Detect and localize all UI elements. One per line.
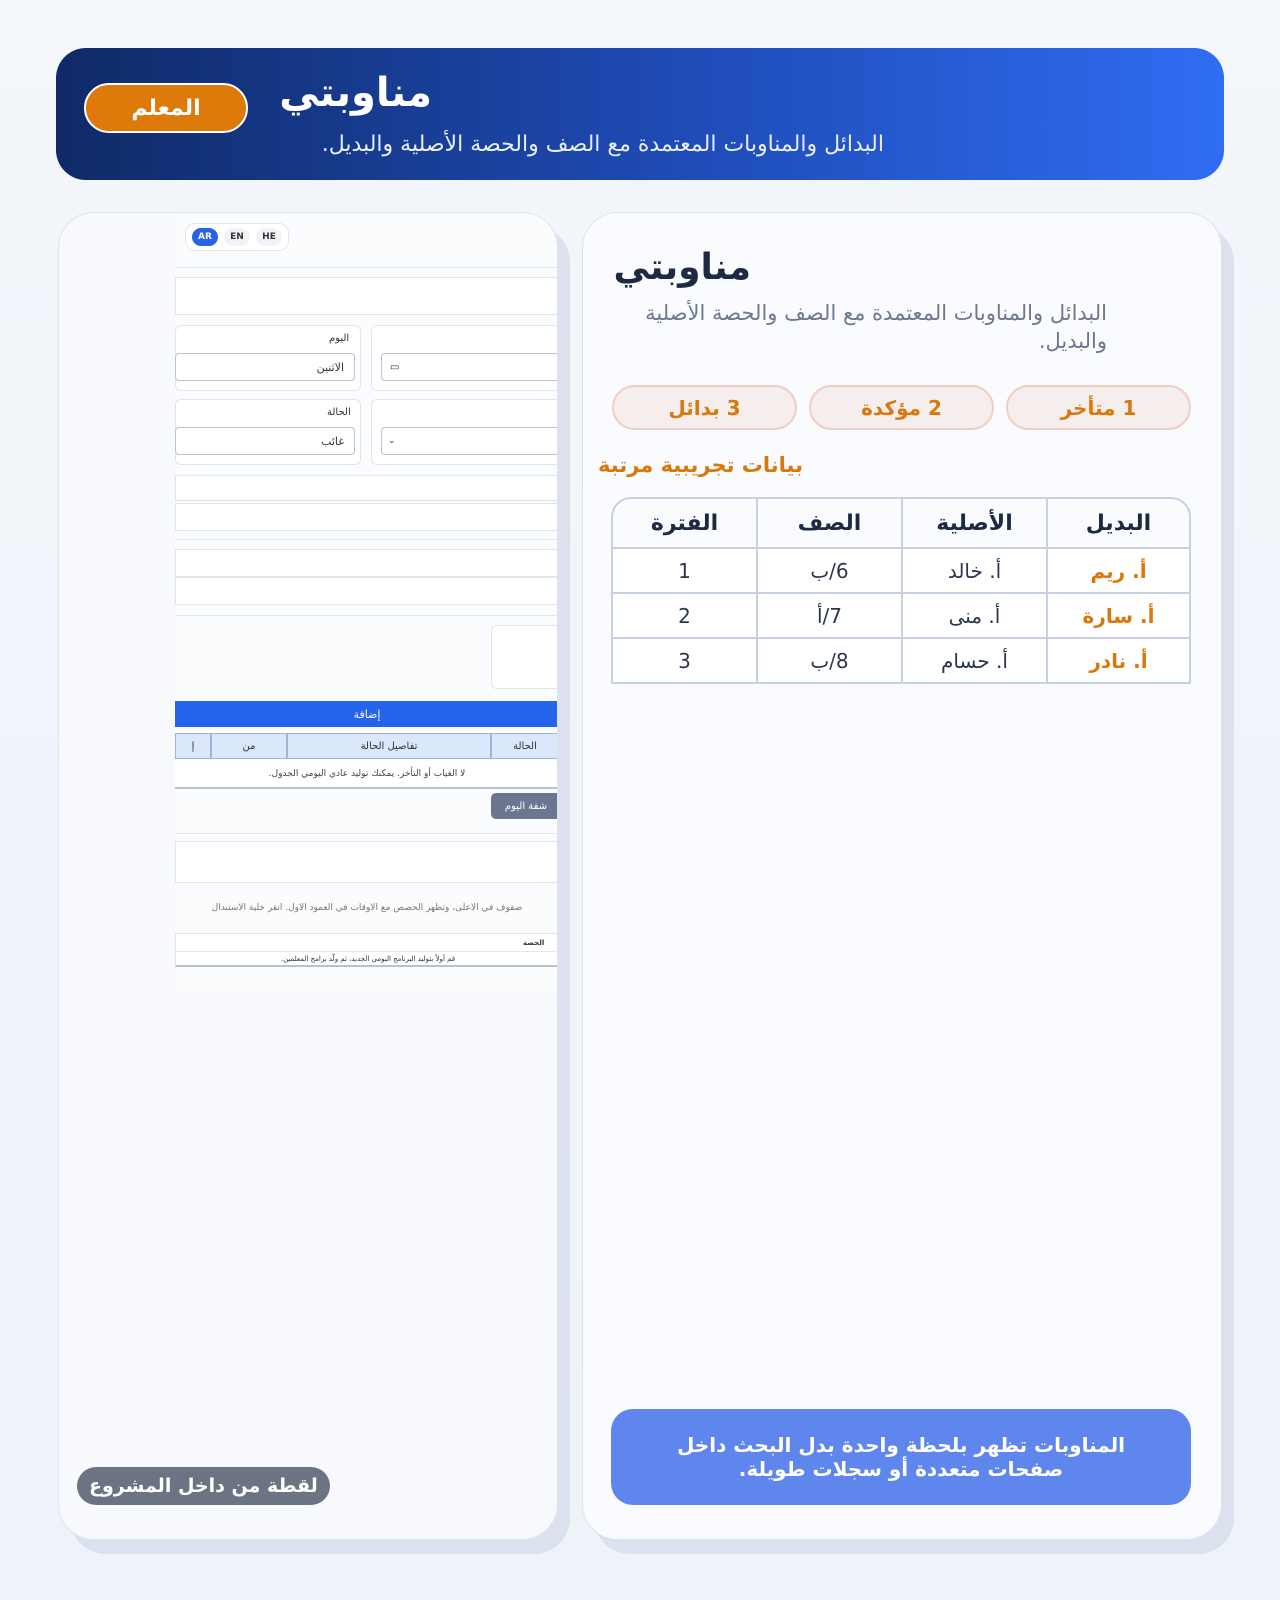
- duties-panel: [582, 212, 1222, 1540]
- empty-table-message: لا الغياب أو التأخر. يمكنك توليد عادي اليومي الجدول.: [175, 761, 558, 789]
- row-field[interactable]: [175, 577, 558, 605]
- lang-ar-button[interactable]: AR: [192, 228, 218, 246]
- toolbar-strip: [175, 277, 558, 315]
- original-cell: أ. حسام: [901, 639, 1046, 684]
- calendar-icon: ▭: [390, 361, 400, 373]
- table-row: [611, 549, 1191, 594]
- class-cell: 6/ب: [756, 549, 901, 594]
- divider: [175, 267, 558, 268]
- add-button[interactable]: إضافة: [175, 701, 558, 727]
- page-header: [56, 48, 1224, 180]
- column-header-status: الحالة: [491, 733, 558, 759]
- duties-table: [611, 497, 1191, 684]
- day-label: اليوم: [329, 333, 350, 344]
- status-label: الحالة: [327, 407, 351, 418]
- language-switcher: [185, 223, 289, 251]
- substitute-cell: أ. نادر: [1046, 639, 1191, 684]
- mini-table-message: قم أولاً بتوليد البرنامج اليومي الجديد، ثم ولّد برامج المعلمين.: [280, 955, 456, 963]
- status-select[interactable]: غائب: [175, 427, 355, 455]
- stat-pills: [612, 385, 1191, 430]
- table-row: [611, 594, 1191, 639]
- project-screenshot-card: [58, 212, 558, 1540]
- chevron-down-icon: ⌄: [388, 436, 396, 446]
- panel-subtitle: البدائل والمناوبات المعتمدة مع الصف والحصة الأصلية والبديل.: [645, 301, 1107, 353]
- period-cell: 2: [611, 594, 756, 639]
- substitute-cell: أ. سارة: [1046, 594, 1191, 639]
- column-header-class: الصف: [756, 497, 901, 549]
- divider: [175, 951, 558, 952]
- column-header-from: من: [211, 733, 287, 759]
- sample-data-label: بيانات تجريبية مرتبة: [598, 453, 803, 477]
- row-field[interactable]: [175, 503, 558, 531]
- page-title: مناوبتي: [279, 70, 432, 116]
- teacher-select[interactable]: [381, 427, 558, 455]
- mini-column-header: الحصة: [523, 939, 545, 947]
- pill-substitutes[interactable]: 3 بدائل: [612, 385, 797, 430]
- column-header-more: إ: [175, 733, 211, 759]
- divider: [175, 833, 558, 834]
- notes-box[interactable]: [491, 625, 558, 689]
- divider: [175, 615, 558, 616]
- column-header-details: تفاصيل الحالة: [287, 733, 491, 759]
- column-header-original: الأصلية: [901, 497, 1046, 549]
- info-note: المناوبات تظهر بلحظة واحدة بدل البحث داخل صفحات متعددة أو سجلات طويلة.: [611, 1409, 1191, 1505]
- column-header-period: الفترة: [611, 497, 756, 549]
- class-cell: 7/أ: [756, 594, 901, 639]
- row-field[interactable]: [175, 549, 558, 577]
- schedule-header: [175, 841, 558, 883]
- screenshot-caption: لقطة من داخل المشروع: [77, 1467, 330, 1505]
- schedule-help-text: صفوف في الأعلى، وتظهر الحصص مع الأوقات في العمود الأول. انقر خلية الاستبدال: [211, 903, 523, 913]
- divider: [175, 539, 558, 540]
- panel-title: مناوبتي: [613, 247, 751, 288]
- page-subtitle: البدائل والمناوبات المعتمدة مع الصف والحصة الأصلية والبديل.: [321, 132, 884, 157]
- day-select[interactable]: الاثنين: [175, 353, 355, 381]
- column-header-substitute: البديل: [1046, 497, 1191, 549]
- period-cell: 3: [611, 639, 756, 684]
- pill-confirmed[interactable]: 2 مؤكدة: [809, 385, 994, 430]
- class-cell: 8/ب: [756, 639, 901, 684]
- lang-en-button[interactable]: EN: [224, 228, 250, 246]
- day-sheet-tab[interactable]: شفة اليوم: [491, 793, 558, 819]
- role-badge[interactable]: المعلم: [84, 83, 248, 133]
- lang-he-button[interactable]: HE: [256, 228, 282, 246]
- period-cell: 1: [611, 549, 756, 594]
- substitute-cell: أ. ريم: [1046, 549, 1191, 594]
- row-field[interactable]: [175, 475, 558, 501]
- table-row: [611, 639, 1191, 684]
- date-input[interactable]: [381, 353, 558, 381]
- original-cell: أ. منى: [901, 594, 1046, 639]
- pill-late[interactable]: 1 متأخر: [1006, 385, 1191, 430]
- embedded-screenshot: [175, 213, 558, 993]
- original-cell: أ. خالد: [901, 549, 1046, 594]
